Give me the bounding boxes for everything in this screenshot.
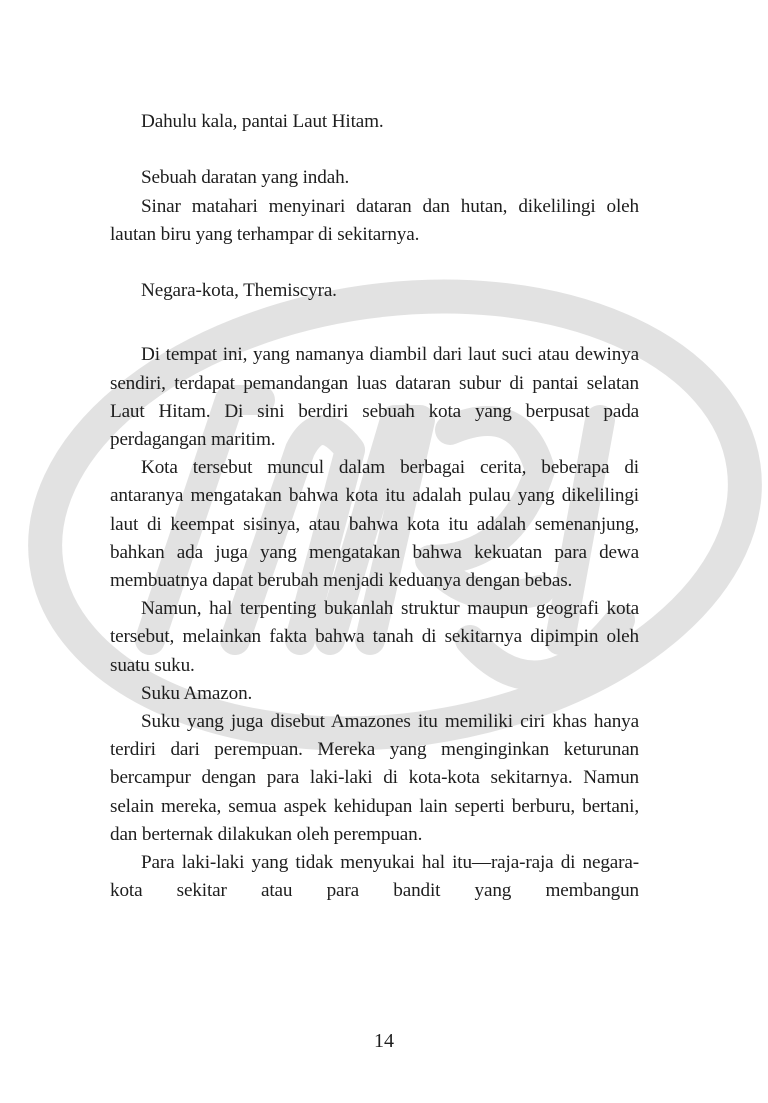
paragraph: Dahulu kala, pantai Laut Hitam.	[141, 111, 384, 132]
paragraph: Sebuah daratan yang indah.	[141, 167, 350, 189]
paragraph: Sinar matahari menyinari dataran dan hutan, dikelilingi oleh lautan biru yang terhampar di sekitarnya.	[110, 195, 639, 245]
paragraph: Suku yang juga disebut Amazones itu memiliki ciri khas hanya terdiri dari perempuan. Mereka yang menginginkan keturunan bercampur dengan para laki-laki di kota-kota sekitarnya. Namun selain mereka, semua aspek kehidupan lain seperti berburu, bertani, dan berternak dilakukan oleh perempuan.	[110, 711, 639, 845]
body-text	[110, 108, 639, 905]
paragraph: Namun, hal terpenting bukanlah struktur maupun geografi kota tersebut, melainkan fakta bahwa tanah di sekitarnya dipimpin oleh suatu suku.	[110, 598, 639, 676]
paragraph: Kota tersebut muncul dalam berbagai cerita, beberapa di antaranya mengatakan bahwa kota itu adalah pulau yang dikelilingi laut di keempat sisinya, atau bahwa kota itu adalah semenanjung, bahkan ada juga yang mengatakan bahwa kekuatan para dewa membuatnya dapat berubah menjadi keduanya dengan bebas.	[110, 457, 639, 592]
paragraph-continued: Para laki-laki yang tidak menyukai hal itu—raja-raja di negara-kota sekitar atau para bandit yang membangun	[110, 852, 639, 902]
paragraph: Negara-kota, Themiscyra.	[141, 280, 337, 302]
page-number: 14	[374, 1030, 394, 1052]
paragraph: Di tempat ini, yang namanya diambil dari laut suci atau dewinya sendiri, terdapat pemandangan luas dataran subur di pantai selatan Laut Hitam. Di sini berdiri sebuah kota yang berpusat pada perdagangan maritim.	[110, 344, 639, 450]
paragraph: Suku Amazon.	[141, 682, 253, 704]
